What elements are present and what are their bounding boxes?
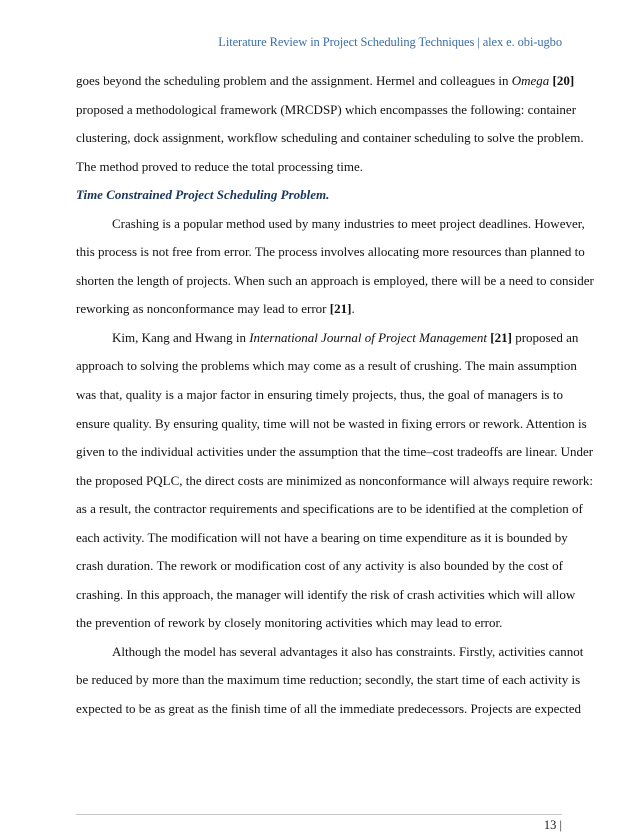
text-line: proposed a methodological framework (MRCDSP) which encompasses the following: container bbox=[76, 101, 577, 117]
text-line: ensure quality. By ensuring quality, time will not be wasted in fixing errors or rework. Attention is bbox=[76, 415, 587, 431]
page-number: 13 | bbox=[543, 818, 562, 832]
text-line: Kim, Kang and Hwang in International Journal of Project Management [21] proposed an bbox=[112, 329, 579, 345]
text-line: this process is not free from error. The process involves allocating more resources than planned to bbox=[76, 244, 585, 260]
text-line: be reduced by more than the maximum time reduction; secondly, the start time of each activity is bbox=[76, 672, 581, 688]
paragraph-kim-kang-hwang bbox=[76, 324, 594, 638]
text-line: given to the individual activities under the assumption that the time–cost tradeoffs are linear. Under bbox=[76, 444, 594, 460]
paragraph-constraints bbox=[76, 638, 584, 724]
text-line: as a result, the contractor requirements and specifications are to be identified at the completion of bbox=[76, 501, 583, 517]
body-text bbox=[76, 67, 594, 724]
text-line: each activity. The modification will not have a bearing on time expenditure as it is bounded by bbox=[76, 529, 568, 545]
text-line: the proposed PQLC, the direct costs are minimized as nonconformance will always require rework: bbox=[76, 472, 593, 488]
citation: [20] bbox=[552, 73, 575, 88]
journal-name: Omega bbox=[511, 73, 550, 88]
text-line: Crashing is a popular method used by many industries to meet project deadlines. However, bbox=[112, 215, 585, 231]
text-line: goes beyond the scheduling problem and the assignment. Hermel and colleagues in Omega [20] bbox=[76, 73, 575, 88]
running-header: Literature Review in Project Scheduling Techniques | alex e. obi-ugbo bbox=[218, 35, 562, 49]
text-line: crashing. In this approach, the manager will identify the risk of crash activities which will allow bbox=[76, 586, 576, 602]
text-line: expected to be as great as the finish time of all the immediate predecessors. Projects are expected bbox=[76, 701, 581, 717]
citation: [21] bbox=[490, 329, 512, 345]
footer-divider bbox=[76, 814, 562, 815]
text-line: crash duration. The rework or modification cost of any activity is also bounded by the cost of bbox=[76, 558, 563, 574]
paragraph-continuation bbox=[76, 67, 584, 181]
text-line: The method proved to reduce the total processing time. bbox=[76, 158, 363, 174]
section-heading: Time Constrained Project Scheduling Problem. bbox=[76, 187, 330, 203]
text-line: shorten the length of projects. When such an approach is employed, there will be a need to consider bbox=[76, 272, 594, 288]
text-line: reworking as nonconformance may lead to error [21]. bbox=[76, 301, 355, 317]
paragraph-crashing bbox=[76, 210, 594, 324]
text-line: was that, quality is a major factor in ensuring timely projects, thus, the goal of managers is to bbox=[76, 387, 563, 403]
text-line: Although the model has several advantages it also has constraints. Firstly, activities cannot bbox=[112, 643, 584, 659]
text-line: clustering, dock assignment, workflow scheduling and container scheduling to solve the problem. bbox=[76, 130, 584, 146]
journal-name: International Journal of Project Management bbox=[249, 329, 488, 345]
text-line: the prevention of rework by closely monitoring activities which may lead to error. bbox=[76, 615, 503, 631]
citation: [21] bbox=[329, 301, 352, 317]
text-line: approach to solving the problems which may come as a result of crushing. The main assumption bbox=[76, 358, 577, 374]
